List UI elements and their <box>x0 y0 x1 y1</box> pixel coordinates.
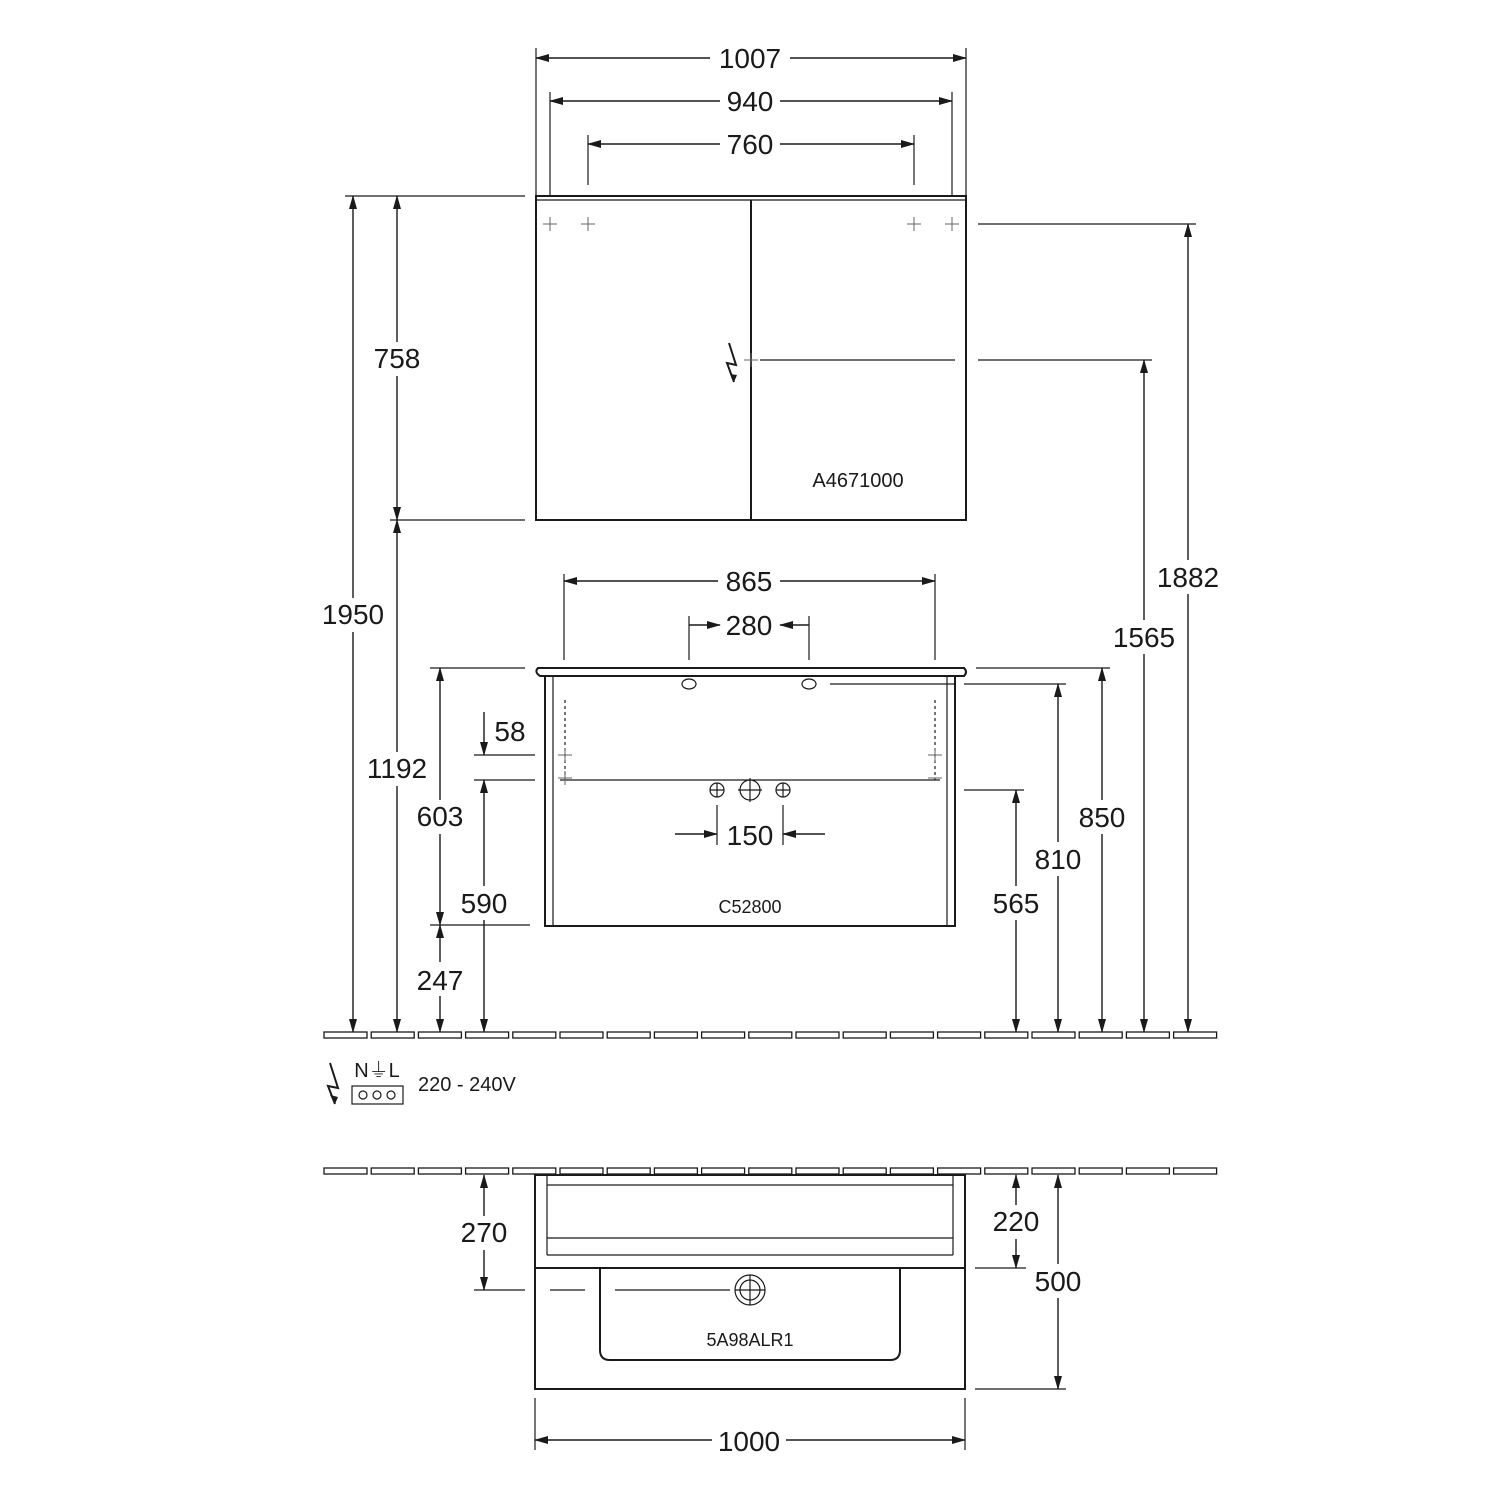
dim-1950: 1950 <box>321 599 385 630</box>
dim-940: 940 <box>726 86 774 117</box>
drain-icon <box>735 1275 765 1305</box>
right-dimensions <box>964 224 1219 1032</box>
left-dimensions <box>322 196 535 1032</box>
dim-220: 220 <box>992 1206 1040 1237</box>
washbasin-code: 5A98ALR1 <box>706 1330 794 1350</box>
dim-603: 603 <box>416 801 464 832</box>
floor-line <box>324 1032 1217 1038</box>
top-dimensions <box>536 43 966 196</box>
dim-150: 150 <box>726 820 774 851</box>
dim-565: 565 <box>992 888 1040 919</box>
mirror-cabinet <box>536 196 966 520</box>
vanity-unit-code: C52800 <box>718 897 782 917</box>
wall-line <box>324 1168 1217 1174</box>
dim-865: 865 <box>725 566 773 597</box>
dim-1192: 1192 <box>366 753 428 784</box>
vanity-dimensions <box>564 566 935 851</box>
dim-1000: 1000 <box>717 1426 781 1457</box>
dim-1007: 1007 <box>718 43 782 74</box>
dim-270: 270 <box>460 1217 508 1248</box>
dim-850: 850 <box>1078 802 1126 833</box>
mirror-cabinet-code: A4671000 <box>812 470 904 492</box>
dim-810: 810 <box>1034 844 1082 875</box>
dim-247: 247 <box>416 965 464 996</box>
dim-500: 500 <box>1034 1266 1082 1297</box>
dim-758: 758 <box>373 343 421 374</box>
dim-760: 760 <box>726 129 774 160</box>
dim-590: 590 <box>460 888 508 919</box>
terminal-labels: N⏚L <box>354 1060 400 1082</box>
vanity-unit <box>536 668 966 926</box>
dim-1882: 1882 <box>1156 562 1220 593</box>
electrical-spec <box>328 1060 517 1104</box>
dim-280: 280 <box>725 610 773 641</box>
dim-1565: 1565 <box>1112 622 1176 653</box>
tap-hole-icons <box>710 778 790 802</box>
dim-58: 58 <box>494 716 526 747</box>
plan-view <box>535 1175 965 1389</box>
plan-dimensions <box>461 1175 1082 1457</box>
voltage-label: 220 - 240V <box>418 1074 516 1096</box>
